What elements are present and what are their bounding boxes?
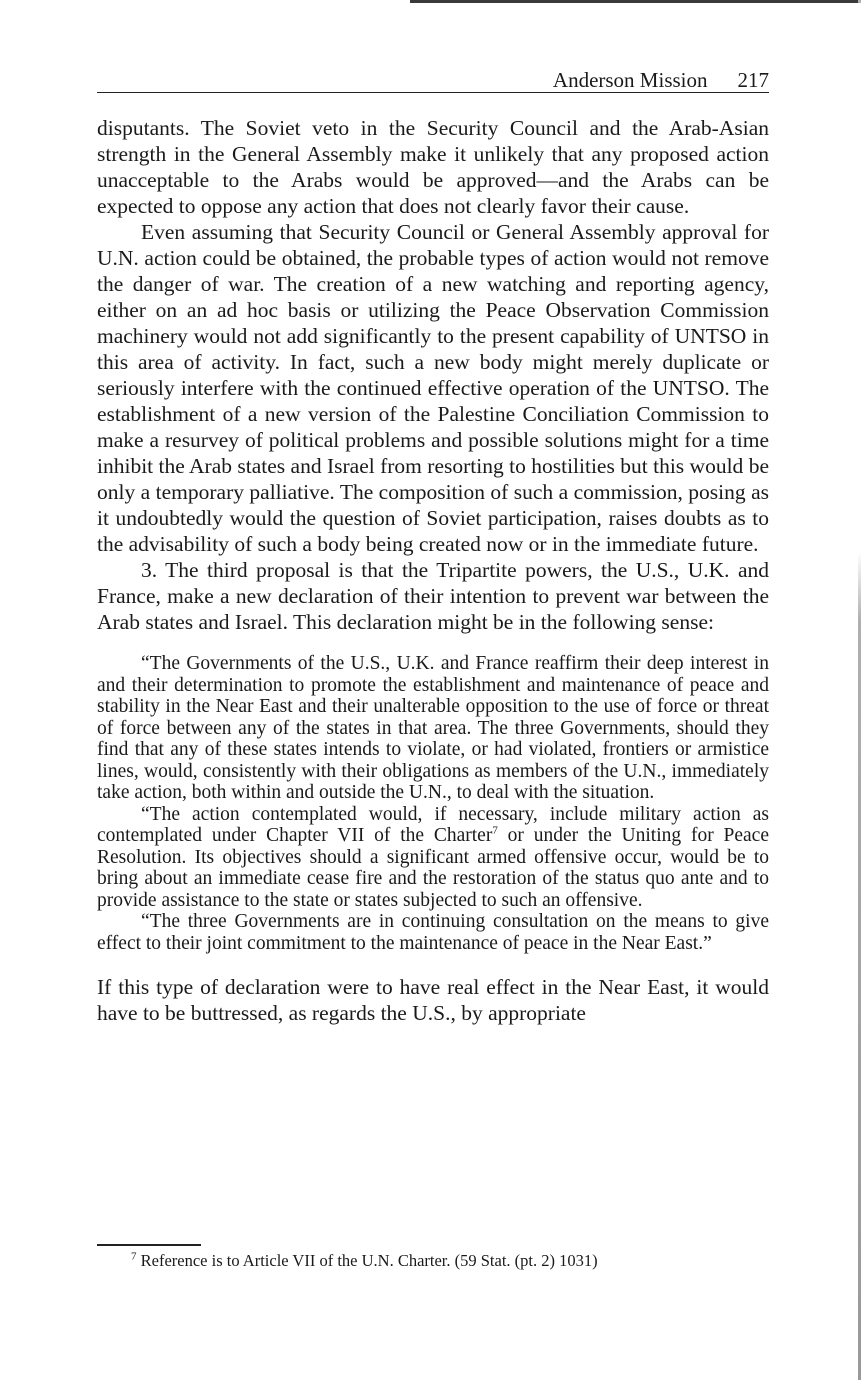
footnote-marker: 7 — [131, 1250, 137, 1263]
footnote-text: Reference is to Article VII of the U.N. Charter. (59 Stat. (pt. 2) 1031) — [140, 1251, 598, 1270]
paragraph-4: If this type of declaration were to have real effect in the Near East, it would have to be buttressed, as regards the U.S., by appropriate — [97, 975, 769, 1025]
quote-paragraph-1: “The Governments of the U.S., U.K. and France reaffirm their deep interest in and their determination to promote the establishment and maintenance of peace and stability in the Near East and their unalterable opposition to the use of force or threat of force between any of the states in that area. The three Governments, should they find that any of these states intends to violate, or had violated, frontiers or armistice lines, would, consistently with their obligations as members of the U.N., immediately take action, both within and outside the U.N., to deal with the situation. — [97, 653, 769, 803]
quote-paragraph-2 — [97, 804, 769, 912]
declaration-quote — [97, 653, 769, 954]
quote-paragraph-2-end: or under the Uniting for Peace Resolution. Its objectives should a significant armed offensive occur, would be to bring about an immediate cease fire and the restoration of the status quo ante and to provide assistance to the state or states subjected to such an offensive. — [97, 825, 769, 911]
quote-paragraph-3: “The three Governments are in continuing consultation on the means to give effect to their joint commitment to the maintenance of peace in the Near East.” — [97, 911, 769, 954]
paragraph-1: disputants. The Soviet veto in the Security Council and the Arab-Asian strength in the General Assembly make it unlikely that any proposed action unacceptable to the Arabs would be approved—and the Arabs can be expected to oppose any action that does not clearly favor their cause. — [97, 116, 769, 218]
footnote-reference: 7 — [492, 824, 498, 837]
paragraph-3: 3. The third proposal is that the Tripartite powers, the U.S., U.K. and France, make a new declaration of their intention to prevent war between the Arab states and Israel. This declaration might be in the following sense: — [97, 558, 769, 634]
top-border-rule — [410, 0, 861, 3]
main-text — [97, 115, 769, 1026]
running-header — [97, 66, 769, 93]
running-header-title: Anderson Mission — [552, 68, 708, 92]
footnote-rule — [97, 1244, 201, 1246]
quote-paragraph-2-start: “The action contemplated would, if necessary, include military action as contemplated under Chapter VII of the Charter — [97, 803, 769, 846]
page-number: 217 — [737, 68, 769, 92]
footnote — [97, 1250, 769, 1272]
paragraph-2: Even assuming that Security Council or General Assembly approval for U.N. action could be obtained, the probable types of action would not remove the danger of war. The creation of a new watching and reporting agency, either on an ad hoc basis or utilizing the Peace Observation Commission machinery would not add significantly to the present capability of UNTSO in this area of activity. In fact, such a new body might merely duplicate or seriously interfere with the continued effective operation of the UNTSO. The establishment of a new version of the Palestine Conciliation Commission to make a resurvey of political problems and possible solutions might for a time inhibit the Arab states and Israel from resorting to hostilities but this would be only a temporary palliative. The composition of such a commission, posing as it undoubtedly would the question of Soviet participation, raises doubts as to the advisability of such a body being created now or in the immediate future. — [97, 220, 769, 556]
